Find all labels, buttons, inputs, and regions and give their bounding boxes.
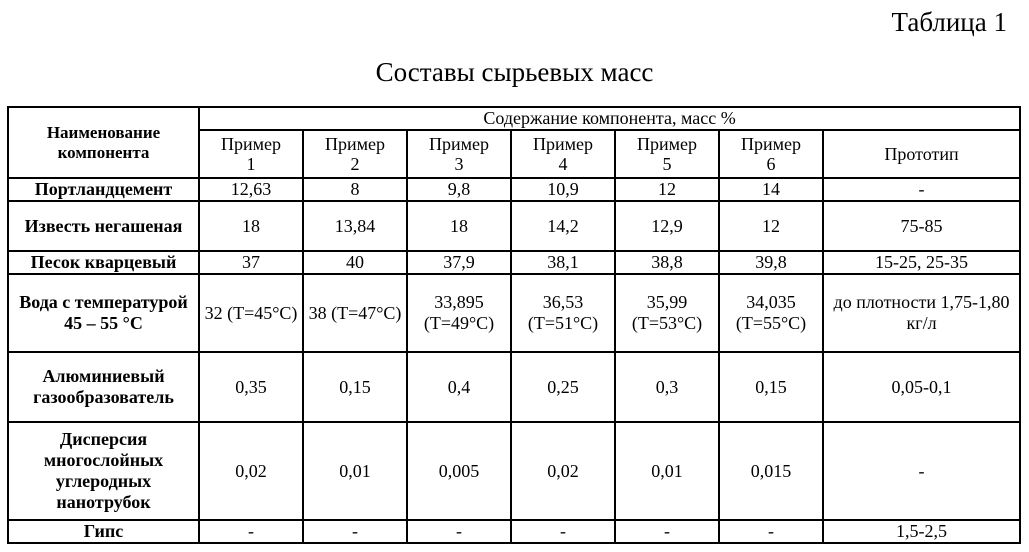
header-example-4-line2: 4 [558, 154, 568, 174]
table-cell: 1,5-2,5 [823, 520, 1020, 543]
table-cell: 12 [615, 178, 719, 201]
row-name-nanotube-dispersion: Дисперсия многослойных углеродных нанотрубок [8, 422, 199, 520]
table-cell: 18 [407, 201, 511, 251]
table-cell: 38,1 [511, 251, 615, 274]
table-cell: до плотности 1,75-1,80 кг/л [823, 274, 1020, 352]
header-example-2-line2: 2 [350, 154, 360, 174]
header-example-2-line1: Пример [324, 134, 385, 154]
header-content-span: Содержание компонента, масс % [199, 107, 1020, 130]
row-name-portland-cement: Портландцемент [8, 178, 199, 201]
table-row [8, 274, 1020, 352]
table-cell: 0,01 [303, 422, 407, 520]
table-cell: 18 [199, 201, 303, 251]
table-row [8, 520, 1020, 543]
header-prototype: Прототип [823, 130, 1020, 178]
header-example-6 [719, 130, 823, 178]
table-row [8, 178, 1020, 201]
table-number-label: Таблица 1 [891, 7, 1007, 37]
header-example-2 [303, 130, 407, 178]
table-cell: - [719, 520, 823, 543]
row-name-aluminum-gas-former: Алюминиевый газообразователь [8, 352, 199, 422]
table-cell: 37,9 [407, 251, 511, 274]
table-cell: 75-85 [823, 201, 1020, 251]
table-row [8, 201, 1020, 251]
header-example-4 [511, 130, 615, 178]
table-cell: 0,3 [615, 352, 719, 422]
table-caption: Составы сырьевых масс [375, 57, 654, 87]
header-example-3-line1: Пример [428, 134, 489, 154]
table-cell: - [823, 178, 1020, 201]
table-cell: 0,015 [719, 422, 823, 520]
table-cell: 38,8 [615, 251, 719, 274]
row-name-water: Вода с температурой 45 – 55 °С [8, 274, 199, 352]
table-cell: 0,02 [511, 422, 615, 520]
table-cell: 0,05-0,1 [823, 352, 1020, 422]
header-example-6-line2: 6 [766, 154, 776, 174]
table-cell: - [407, 520, 511, 543]
table-cell: 38 (Т=47°С) [303, 274, 407, 352]
header-example-5-line1: Пример [636, 134, 697, 154]
table-cell: 0,15 [303, 352, 407, 422]
header-example-1-line1: Пример [220, 134, 281, 154]
table-cell: 12 [719, 201, 823, 251]
table-cell: 37 [199, 251, 303, 274]
composition-table [7, 106, 1021, 544]
table-cell: 12,63 [199, 178, 303, 201]
table-cell: 39,8 [719, 251, 823, 274]
table-row [8, 422, 1020, 520]
table-cell: 0,02 [199, 422, 303, 520]
table-cell: 0,01 [615, 422, 719, 520]
table-cell: 8 [303, 178, 407, 201]
header-example-1 [199, 130, 303, 178]
table-cell: 14,2 [511, 201, 615, 251]
header-component-name: Наименование компонента [8, 107, 199, 178]
table-cell: - [303, 520, 407, 543]
table-cell: 35,99 (Т=53°С) [615, 274, 719, 352]
header-example-6-line1: Пример [740, 134, 801, 154]
table-cell: 34,035 (Т=55°С) [719, 274, 823, 352]
row-name-quartz-sand: Песок кварцевый [8, 251, 199, 274]
header-example-5 [615, 130, 719, 178]
table-cell: 0,15 [719, 352, 823, 422]
header-example-5-line2: 5 [662, 154, 672, 174]
table-cell: 0,25 [511, 352, 615, 422]
table-cell: 32 (Т=45°С) [199, 274, 303, 352]
table-cell: 36,53 (Т=51°С) [511, 274, 615, 352]
table-cell: - [199, 520, 303, 543]
header-example-3 [407, 130, 511, 178]
table-cell: 0,35 [199, 352, 303, 422]
header-example-1-line2: 1 [246, 154, 256, 174]
table-row [8, 251, 1020, 274]
table-cell: 0,4 [407, 352, 511, 422]
table-cell: 40 [303, 251, 407, 274]
table-cell: 10,9 [511, 178, 615, 201]
table-cell: 15-25, 25-35 [823, 251, 1020, 274]
header-example-3-line2: 3 [454, 154, 464, 174]
header-row-span [8, 107, 1020, 130]
table-cell: 12,9 [615, 201, 719, 251]
row-name-quicklime: Известь негашеная [8, 201, 199, 251]
table-cell: - [823, 422, 1020, 520]
table-cell: - [511, 520, 615, 543]
table-cell: - [615, 520, 719, 543]
row-name-gypsum: Гипс [8, 520, 199, 543]
table-cell: 14 [719, 178, 823, 201]
table-cell: 0,005 [407, 422, 511, 520]
table-cell: 33,895 (Т=49°С) [407, 274, 511, 352]
header-example-4-line1: Пример [532, 134, 593, 154]
table-row [8, 352, 1020, 422]
table-cell: 9,8 [407, 178, 511, 201]
table-cell: 13,84 [303, 201, 407, 251]
